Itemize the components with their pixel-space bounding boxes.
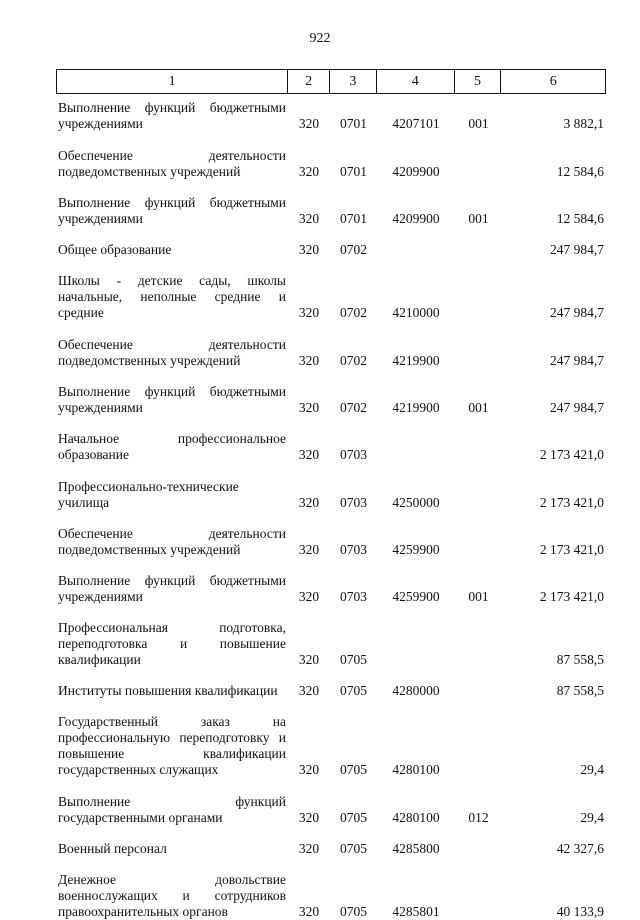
header-cell-4: 4	[377, 70, 455, 93]
row-description: Государственный заказ на профессиональную переподготовку и повышение квалификации государственных служащих	[58, 714, 286, 777]
row-description: Профессиональная подготовка, переподготовка и повышение квалификации	[58, 620, 286, 667]
row-code-section: 0701	[340, 116, 367, 131]
table-row	[56, 841, 606, 857]
row-code-article: 4259900	[392, 589, 440, 604]
row-code-article: 4209900	[392, 164, 440, 179]
row-code-article: 4210000	[392, 305, 440, 320]
row-description: Профессионально-технические училища	[58, 479, 239, 510]
header-cell-3: 3	[330, 70, 377, 93]
row-code-ministry: 320	[298, 542, 320, 557]
table-row	[56, 479, 606, 511]
row-code-ministry: 320	[298, 810, 320, 825]
row-description: Военный персонал	[58, 841, 167, 856]
row-code-section: 0701	[340, 164, 367, 179]
row-code-section: 0705	[340, 652, 367, 667]
row-code-section: 0703	[340, 495, 367, 510]
row-amount: 42 327,6	[556, 841, 604, 856]
row-code-expense-type: 001	[468, 589, 489, 604]
row-code-section: 0701	[340, 211, 367, 226]
row-description: Начальное профессиональное образование	[58, 431, 286, 462]
row-code-section: 0705	[340, 762, 367, 777]
page-number: 922	[309, 31, 331, 46]
table-header-row	[56, 69, 606, 94]
row-amount: 247 984,7	[550, 242, 604, 257]
row-code-ministry: 320	[298, 211, 320, 226]
row-code-section: 0705	[340, 810, 367, 825]
table-row	[56, 573, 606, 605]
header-cell-6: 6	[549, 73, 557, 89]
table-row	[56, 148, 606, 180]
table-row	[56, 683, 606, 699]
row-amount: 12 584,6	[556, 211, 604, 226]
header-cell-5: 5	[455, 70, 502, 93]
row-code-expense-type: 001	[468, 211, 489, 226]
row-code-ministry: 320	[298, 400, 320, 415]
row-amount: 87 558,5	[556, 652, 604, 667]
table-row	[56, 273, 606, 321]
row-code-ministry: 320	[298, 762, 320, 777]
row-amount: 2 173 421,0	[539, 542, 604, 557]
row-description: Выполнение функций бюджетными учреждениями	[58, 384, 286, 415]
row-code-ministry: 320	[298, 495, 320, 510]
row-code-article: 4285801	[392, 904, 440, 919]
row-description: Выполнение функций бюджетными учреждениями	[58, 573, 286, 604]
header-cell-1: 1	[57, 70, 288, 93]
row-amount: 247 984,7	[550, 305, 604, 320]
row-code-article: 4209900	[392, 211, 440, 226]
row-amount: 29,4	[580, 762, 604, 777]
table-row	[56, 526, 606, 558]
row-amount: 247 984,7	[550, 353, 604, 368]
row-code-ministry: 320	[298, 305, 320, 320]
table-body	[56, 100, 606, 920]
row-code-article: 4285800	[392, 841, 440, 856]
row-code-article: 4259900	[392, 542, 440, 557]
row-description: Обеспечение деятельности подведомственных учреждений	[58, 526, 286, 557]
row-code-ministry: 320	[298, 353, 320, 368]
table-row	[56, 714, 606, 778]
row-code-section: 0703	[340, 589, 367, 604]
row-code-section: 0702	[340, 242, 367, 257]
row-code-ministry: 320	[298, 447, 320, 462]
row-description: Обеспечение деятельности подведомственных учреждений	[58, 148, 286, 179]
row-code-section: 0702	[340, 400, 367, 415]
table-row	[56, 100, 606, 132]
row-code-ministry: 320	[298, 589, 320, 604]
row-description: Выполнение функций бюджетными учреждениями	[58, 195, 286, 226]
row-code-section: 0705	[340, 683, 367, 698]
row-code-article: 4280100	[392, 810, 440, 825]
row-code-article: 4280100	[392, 762, 440, 777]
row-amount: 29,4	[580, 810, 604, 825]
row-code-expense-type: 012	[468, 810, 489, 825]
row-amount: 247 984,7	[550, 400, 604, 415]
row-amount: 2 173 421,0	[539, 447, 604, 462]
budget-table	[56, 69, 606, 920]
row-code-ministry: 320	[298, 904, 320, 919]
row-amount: 12 584,6	[556, 164, 604, 179]
row-code-article: 4207101	[392, 116, 440, 131]
row-code-section: 0705	[340, 841, 367, 856]
row-code-section: 0702	[340, 353, 367, 368]
row-code-expense-type: 001	[468, 116, 489, 131]
row-code-ministry: 320	[298, 116, 320, 131]
header-cell-2: 2	[288, 70, 330, 93]
row-amount: 3 882,1	[563, 116, 604, 131]
table-row	[56, 794, 606, 826]
table-row	[56, 242, 606, 258]
row-amount: 2 173 421,0	[539, 495, 604, 510]
table-row	[56, 384, 606, 416]
row-amount: 2 173 421,0	[539, 589, 604, 604]
row-code-ministry: 320	[298, 683, 320, 698]
row-code-section: 0705	[340, 904, 367, 919]
row-description: Школы - детские сады, школы начальные, неполные средние и средние	[58, 273, 286, 320]
row-amount: 87 558,5	[556, 683, 604, 698]
row-code-article: 4280000	[392, 683, 440, 698]
row-description: Обеспечение деятельности подведомственных учреждений	[58, 337, 286, 368]
row-description: Денежное довольствие военнослужащих и сотрудников правоохранительных органов	[58, 872, 286, 919]
row-description: Выполнение функций бюджетными учреждениями	[58, 100, 286, 131]
row-description: Выполнение функций государственными органами	[58, 794, 286, 825]
table-row	[56, 195, 606, 227]
row-code-article: 4219900	[392, 400, 440, 415]
row-code-ministry: 320	[298, 164, 320, 179]
table-row	[56, 337, 606, 369]
row-code-article: 4219900	[392, 353, 440, 368]
row-description: Общее образование	[58, 242, 172, 257]
row-description: Институты повышения квалификации	[58, 683, 278, 698]
row-code-section: 0703	[340, 447, 367, 462]
row-code-article: 4250000	[392, 495, 440, 510]
row-code-ministry: 320	[298, 652, 320, 667]
table-row	[56, 872, 606, 920]
table-row	[56, 431, 606, 463]
row-code-expense-type: 001	[468, 400, 489, 415]
row-code-ministry: 320	[298, 841, 320, 856]
row-code-ministry: 320	[298, 242, 320, 257]
row-amount: 40 133,9	[556, 904, 604, 919]
row-code-section: 0702	[340, 305, 367, 320]
table-row	[56, 620, 606, 668]
row-code-section: 0703	[340, 542, 367, 557]
